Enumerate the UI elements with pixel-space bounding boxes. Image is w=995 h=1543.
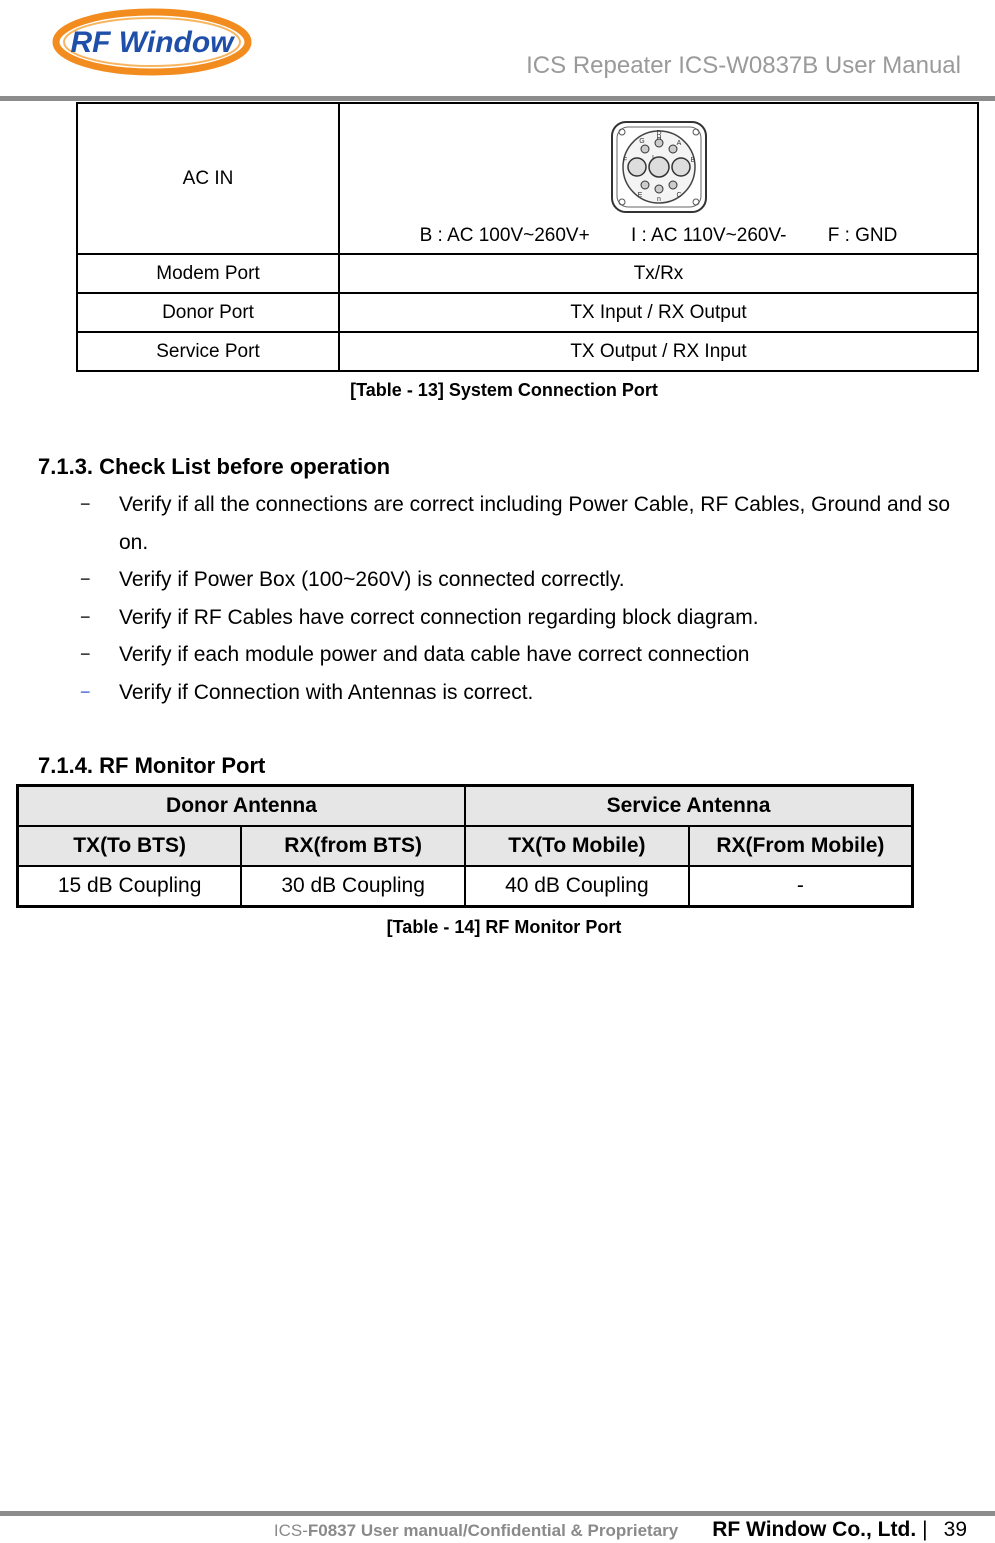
donor-antenna-header: Donor Antenna <box>18 786 466 826</box>
port-value-cell: TX Input / RX Output <box>339 293 978 332</box>
check-list <box>76 486 976 711</box>
table-13-caption: [Table - 13] System Connection Port <box>350 380 658 400</box>
column-header: RX(From Mobile) <box>689 826 913 866</box>
table-14-caption: [Table - 14] RF Monitor Port <box>386 917 622 937</box>
system-connection-port-table <box>76 102 979 372</box>
logo-text: RF Window <box>70 26 234 59</box>
table-row <box>77 103 978 254</box>
page-number: 39 <box>943 1518 967 1541</box>
port-value-cell: Tx/Rx <box>339 254 978 293</box>
svg-text:F: F <box>622 156 627 164</box>
svg-text:B: B <box>690 156 695 164</box>
company-logo <box>52 4 252 80</box>
dash-bullet: − <box>80 681 91 702</box>
svg-text:D: D <box>655 129 662 137</box>
ac-connector-icon <box>609 119 709 215</box>
table-cell: 15 dB Coupling <box>18 866 242 907</box>
dash-bullet: − <box>80 606 91 627</box>
dash-bullet: − <box>80 494 91 514</box>
footer-company: RF Window Co., Ltd. <box>712 1518 917 1541</box>
pin-i-label: I : AC 110V~260V- <box>630 224 787 246</box>
table-row <box>77 293 978 332</box>
column-header: TX(To Mobile) <box>465 826 689 866</box>
column-header: TX(To BTS) <box>18 826 242 866</box>
svg-text:C: C <box>675 191 682 199</box>
table-cell: 40 dB Coupling <box>465 866 689 907</box>
table-group-header-row <box>18 786 913 826</box>
list-item: − Verify if Connection with Antennas is correct. <box>76 674 976 712</box>
ac-in-connector-cell <box>339 103 978 254</box>
header-divider <box>0 96 995 101</box>
list-item: − Verify if Power Box (100~260V) is connected correctly. <box>76 561 976 599</box>
pin-f-label: F : GND <box>827 224 898 246</box>
svg-text:G: G <box>638 137 645 145</box>
dash-bullet: − <box>80 569 91 589</box>
footer-document-id: ICS-F0837 User manual/Confidential & Proprietary <box>273 1521 679 1540</box>
svg-text:H: H <box>655 134 662 142</box>
footer-separator: | <box>922 1518 928 1541</box>
pin-b-label: B : AC 100V~260V+ <box>419 224 590 246</box>
table-cell: 30 dB Coupling <box>241 866 465 907</box>
page-footer <box>274 1518 967 1542</box>
ac-in-label-cell <box>77 103 339 254</box>
svg-text:I: I <box>651 154 654 162</box>
document-header-title: ICS Repeater ICS-W0837B User Manual <box>526 52 961 79</box>
logo-swoosh <box>52 4 252 80</box>
port-value-cell: TX Output / RX Input <box>339 332 978 371</box>
port-name-cell: Service Port <box>77 332 339 371</box>
list-item: − Verify if each module power and data cable have correct connection <box>76 636 976 674</box>
port-name-cell: Modem Port <box>77 254 339 293</box>
section-heading-check-list: 7.1.3. Check List before operation <box>38 454 391 479</box>
ac-in-label: AC IN <box>182 167 234 189</box>
service-antenna-header: Service Antenna <box>465 786 913 826</box>
ac-pin-assignments <box>340 225 977 247</box>
footer-divider <box>0 1511 995 1516</box>
table-cell: - <box>689 866 913 907</box>
column-header: RX(from BTS) <box>241 826 465 866</box>
table-row <box>18 866 913 907</box>
rf-monitor-port-table <box>16 784 914 908</box>
table-header-row <box>18 826 913 866</box>
table-row <box>77 254 978 293</box>
table-row <box>77 332 978 371</box>
list-item: − Verify if all the connections are correct including Power Cable, RF Cables, Ground and so on. <box>76 486 976 561</box>
list-item: − Verify if RF Cables have correct connection regarding block diagram. <box>76 599 976 637</box>
dash-bullet: − <box>80 644 91 664</box>
svg-text:A: A <box>676 139 681 147</box>
section-heading-rf-monitor-port: 7.1.4. RF Monitor Port <box>38 753 266 778</box>
svg-text:E: E <box>637 191 642 199</box>
port-name-cell: Donor Port <box>77 293 339 332</box>
svg-text:n: n <box>656 195 661 203</box>
